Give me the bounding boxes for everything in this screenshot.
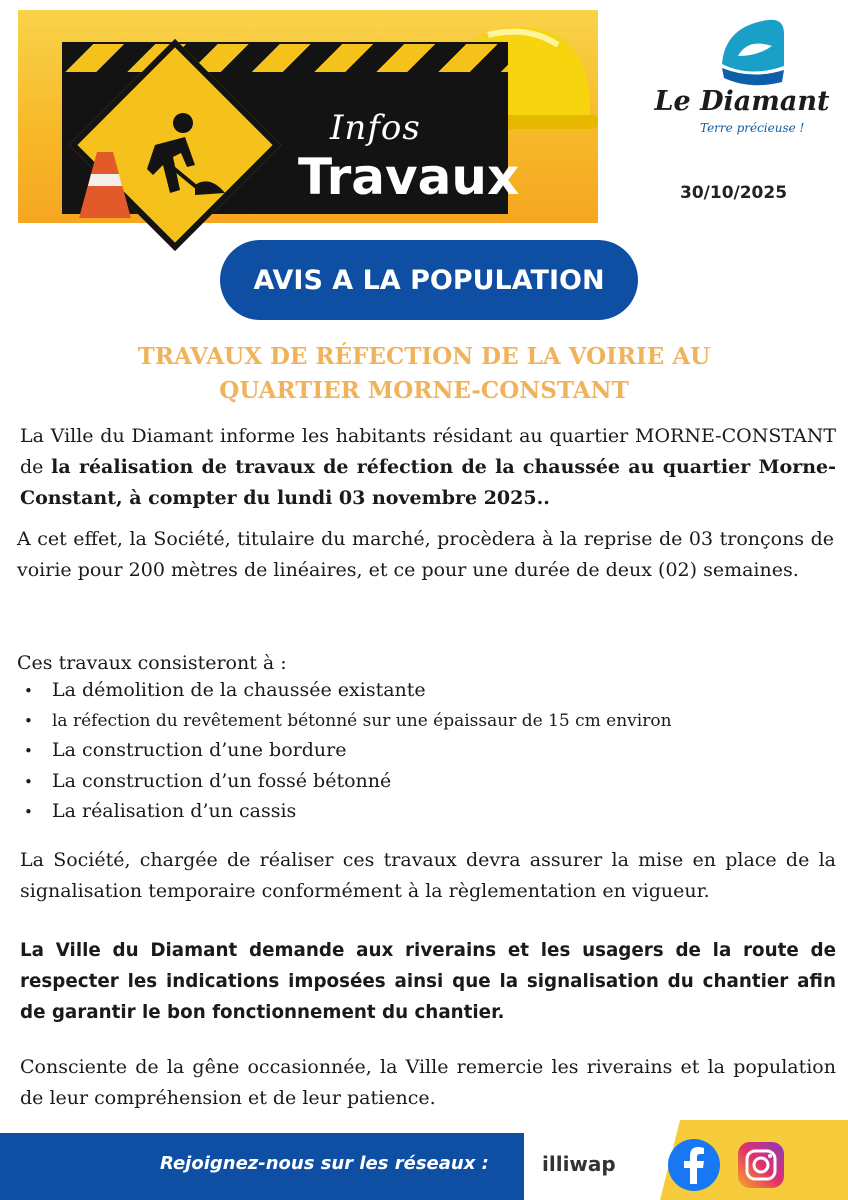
paragraph-thanks: Consciente de la gêne occasionnée, la Ville remercie les riverains et la population de leur compréhension et de leur patience. <box>20 1056 836 1109</box>
hazard-stripes <box>62 44 508 72</box>
notice-date: 30/10/2025 <box>680 183 788 203</box>
banner-travaux-text: Travaux <box>298 148 520 206</box>
list-item-text: La démolition de la chaussée existante <box>52 679 426 701</box>
headline-line-1: TRAVAUX DE RÉFECTION DE LA VOIRIE AU <box>137 343 711 370</box>
facebook-icon[interactable] <box>667 1138 721 1192</box>
list-item-text: la réfection du revêtement bétonné sur une épaissaur de 15 cm environ <box>52 710 672 731</box>
page-headline <box>40 340 808 408</box>
list-item-text: La construction d’un fossé bétonné <box>52 769 392 792</box>
paragraph-announcement-start: La Ville du Diamant informe les habitants résidant au quartier MORNE-CONSTANT de <box>20 425 836 478</box>
list-item-text: La réalisation d’un cassis <box>52 800 297 822</box>
paragraph-works-intro: Ces travaux consisteront à : <box>17 652 287 674</box>
banner-infos-text: Infos <box>330 108 421 148</box>
headline-line-2: QUARTIER MORNE-CONSTANT <box>219 377 629 404</box>
bullet-icon: • <box>24 772 33 791</box>
logo-name: Le Diamant <box>654 86 830 117</box>
list-item <box>24 676 672 707</box>
traffic-cone-icon <box>75 150 135 220</box>
list-item-text: La construction d’une bordure <box>52 739 347 761</box>
works-list <box>24 676 672 828</box>
footer-join-text: Rejoignez-nous sur les réseaux : <box>160 1153 489 1174</box>
illiwap-link[interactable]: illiwap <box>542 1152 616 1176</box>
list-item <box>24 707 672 737</box>
bullet-icon: • <box>24 711 33 730</box>
paragraph-announcement-bold: la réalisation de travaux de réfection de la chaussée au quartier Morne-Constant, à compter du lundi 03 novembre 2025.. <box>20 456 836 509</box>
bullet-icon: • <box>24 803 33 821</box>
paragraph-announcement <box>20 421 836 514</box>
list-item <box>24 767 672 798</box>
instagram-icon[interactable] <box>737 1141 785 1189</box>
paragraph-request: La Ville du Diamant demande aux riverains et les usagers de la route de respecter les indications imposées ainsi que la signalisation du chantier afin de garantir le bon fonctionnement du chantier. <box>20 940 836 1023</box>
list-item <box>24 736 672 767</box>
notice-title-pill: AVIS A LA POPULATION <box>220 240 638 320</box>
bullet-icon: • <box>24 742 33 760</box>
logo-tagline: Terre précieuse ! <box>700 121 805 135</box>
list-item <box>24 797 672 828</box>
bullet-icon: • <box>24 682 33 700</box>
paragraph-signage: La Société, chargée de réaliser ces travaux devra assurer la mise en place de la signalisation temporaire conformément à la règlementation en vigueur. <box>20 849 836 902</box>
worker-shovel-icon <box>125 105 235 215</box>
paragraph-details: A cet effet, la Société, titulaire du marché, procèdera à la reprise de 03 tronçons de voirie pour 200 mètres de linéaires, et ce pour une durée de deux (02) semaines. <box>17 528 834 581</box>
